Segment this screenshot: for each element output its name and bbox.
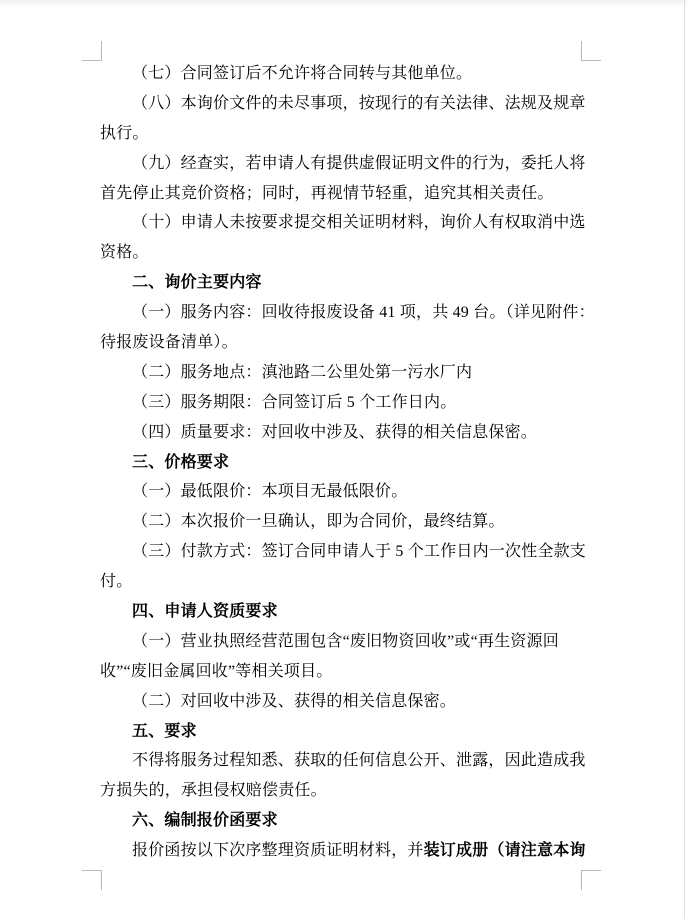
text-run: （四）质量要求：对回收中涉及、获得的相关信息保密。 — [132, 423, 538, 441]
text-run: 方损失的，承担侵权赔偿责任。 — [100, 782, 327, 800]
text-run: （十）申请人未按要求提交相关证明材料，询价人有权取消中选 — [132, 214, 586, 232]
document-line — [100, 208, 586, 238]
document-line — [100, 119, 581, 149]
text-run: 收”“废旧金属回收”等相关项目。 — [100, 662, 333, 680]
document-line — [100, 179, 581, 209]
document-line — [100, 477, 581, 507]
text-run: （七）合同签订后不允许将合同转与其他单位。 — [132, 65, 473, 82]
text-run: （三）服务期限：合同签订后 5 个工作日内。 — [132, 393, 457, 411]
document-line — [100, 89, 586, 119]
document-line — [100, 657, 581, 687]
text-run: 执行。 — [100, 124, 149, 142]
margin-crop-mark-bottom-left — [82, 870, 102, 890]
text-run: 三、价格要求 — [132, 453, 230, 471]
text-run: 四、申请人资质要求 — [132, 603, 278, 621]
document-line — [100, 507, 581, 537]
document-line — [100, 836, 586, 866]
document-line — [100, 537, 587, 567]
document-line — [100, 627, 581, 657]
document-line — [100, 567, 581, 597]
text-run: 不得将服务过程知悉、获取的任何信息公开、泄露，因此造成我 — [132, 752, 586, 770]
text-run: （三）付款方式：签订合同申请人于 5 个工作日内一次性全款支 — [132, 543, 587, 561]
document-text-area — [100, 59, 595, 866]
text-run: （八）本询价文件的未尽事项，按现行的有关法律、法规及规章 — [132, 94, 586, 112]
page-top-edge-shadow — [0, 0, 687, 7]
text-run: （一）服务内容：回收待报废设备 41 项，共 49 台。（详见附件： — [132, 304, 595, 322]
section-heading — [100, 717, 581, 747]
document-line — [100, 238, 581, 268]
document-line — [100, 149, 586, 179]
text-run: （二）服务地点：滇池路二公里处第一污水厂内 — [132, 363, 473, 381]
text-run: 首先停止其竞价资格；同时，再视情节轻重，追究其相关责任。 — [100, 184, 554, 202]
text-run: 二、询价主要内容 — [132, 274, 262, 292]
document-line — [100, 776, 581, 806]
text-run: （一）最低限价：本项目无最低限价。 — [132, 483, 408, 501]
section-heading — [100, 597, 581, 627]
document-line — [100, 746, 586, 776]
text-run: （一）营业执照经营范围包含“废旧物资回收”或“再生资源回 — [132, 632, 559, 650]
margin-crop-mark-top-left — [82, 41, 102, 61]
section-heading — [100, 448, 581, 478]
text-run: 待报废设备清单）。 — [100, 334, 238, 352]
text-run: 资格。 — [100, 244, 149, 262]
margin-crop-mark-bottom-right — [581, 870, 601, 890]
text-run: 付。 — [100, 573, 133, 591]
section-heading — [100, 806, 581, 836]
text-run: （二）本次报价一旦确认，即为合同价，最终结算。 — [132, 513, 505, 531]
document-line — [100, 298, 595, 328]
margin-crop-mark-top-right — [581, 41, 601, 61]
text-run: 装订成册（请注意本询 — [423, 842, 586, 860]
document-line — [100, 59, 581, 89]
section-heading — [100, 268, 581, 298]
text-run: （九）经查实，若申请人有提供虚假证明文件的行为，委托人将 — [132, 154, 586, 172]
text-run: 六、编制报价函要求 — [132, 812, 278, 830]
text-run: 五、要求 — [132, 722, 197, 740]
page-right-edge-line — [684, 0, 685, 919]
document-line — [100, 328, 581, 358]
document-line — [100, 388, 581, 418]
document-line — [100, 358, 581, 388]
text-run: （二）对回收中涉及、获得的相关信息保密。 — [132, 692, 457, 710]
document-line — [100, 687, 581, 717]
text-run: 报价函按以下次序整理资质证明材料，并 — [132, 842, 424, 860]
document-line — [100, 418, 581, 448]
